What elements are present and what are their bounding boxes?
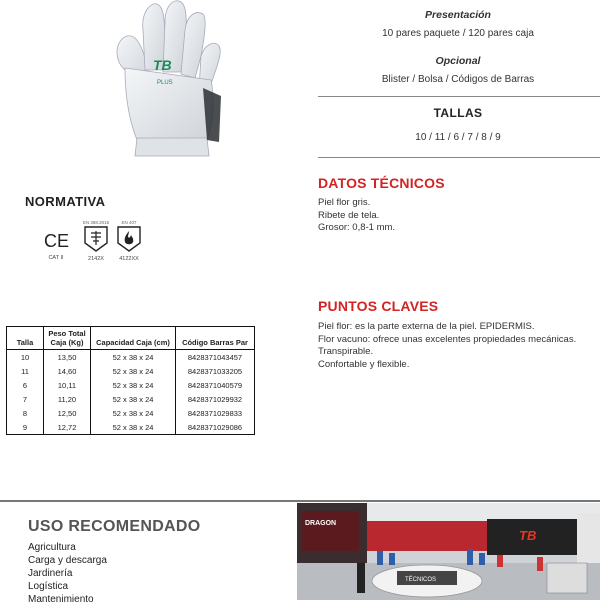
opcional-title: Opcional [435, 55, 481, 67]
table-row [7, 378, 255, 392]
store-sign-left: DRAGON [305, 520, 337, 527]
cert-code: 2142X [88, 256, 104, 262]
specs-table [6, 326, 255, 435]
cert-code: 4122XX [119, 256, 139, 262]
mechanical-hazard-icon [83, 225, 109, 253]
cell-talla: 9 [7, 420, 44, 435]
svg-text:PLUS: PLUS [157, 80, 173, 86]
store-sign-right: TB [519, 528, 537, 543]
cert-en388 [80, 220, 112, 262]
store-counter-text: TÉCNICOS [405, 577, 437, 583]
cell-capacidad: 52 x 38 x 24 [91, 364, 176, 378]
table-row [7, 350, 255, 365]
header-capacidad: Capacidad Caja (cm) [91, 327, 176, 350]
header-talla: Talla [7, 327, 44, 350]
table-row [7, 364, 255, 378]
svg-text:CE: CE [44, 231, 69, 251]
ce-mark-icon [43, 228, 69, 252]
table-row [7, 406, 255, 420]
cell-capacidad: 52 x 38 x 24 [91, 350, 176, 365]
table-row [7, 420, 255, 435]
puntos-claves-list [318, 321, 576, 371]
puntos-line: Flor vacuno: ofrece unas excelentes propiedades mecánicas. [318, 333, 577, 345]
puntos-claves-title: PUNTOS CLAVES [318, 298, 439, 314]
cell-peso: 14,60 [44, 364, 91, 378]
puntos-line: Piel flor: es la parte externa de la piel. EPIDERMIS. [318, 321, 535, 332]
cell-capacidad: 52 x 38 x 24 [91, 392, 176, 406]
cell-codigo: 8428371029086 [176, 420, 255, 435]
cell-talla: 10 [7, 350, 44, 365]
cell-codigo: 8428371029833 [176, 406, 255, 420]
list-item: Jardinería [28, 568, 73, 579]
cell-codigo: 8428371033205 [176, 364, 255, 378]
store-photo [297, 503, 600, 600]
table-header-row [7, 327, 255, 350]
cell-codigo: 8428371043457 [176, 350, 255, 365]
cell-codigo: 8428371029932 [176, 392, 255, 406]
list-item: Carga y descarga [28, 555, 107, 566]
tallas-value: 10 / 11 / 6 / 7 / 8 / 9 [415, 132, 501, 143]
divider [318, 96, 600, 97]
tallas-title: TALLAS [433, 106, 483, 120]
cell-peso: 13,50 [44, 350, 91, 365]
header-peso: Peso Total Caja (Kg) [44, 327, 91, 350]
uso-recomendado-title: USO RECOMENDADO [28, 518, 201, 535]
datos-line: Grosor: 0,8-1 mm. [318, 222, 396, 233]
opcional-value: Blister / Bolsa / Códigos de Barras [381, 74, 535, 85]
glove-logo: TB [153, 57, 172, 73]
cell-capacidad: 52 x 38 x 24 [91, 378, 176, 392]
cell-capacidad: 52 x 38 x 24 [91, 406, 176, 420]
list-item: Logística [28, 581, 69, 592]
cert-ce [43, 228, 69, 261]
datos-tecnicos-list [318, 197, 395, 235]
cell-peso: 12,50 [44, 406, 91, 420]
cell-peso: 12,72 [44, 420, 91, 435]
cert-en407 [114, 220, 144, 262]
datos-line: Ribete de tela. [318, 209, 380, 221]
cell-talla: 11 [7, 364, 44, 378]
cell-talla: 6 [7, 378, 44, 392]
cell-capacidad: 52 x 38 x 24 [91, 420, 176, 435]
normativa-title: NORMATIVA [25, 194, 106, 209]
bottom-divider [0, 500, 600, 502]
cell-talla: 7 [7, 392, 44, 406]
uso-recomendado-list [28, 541, 107, 606]
cell-peso: 11,20 [44, 392, 91, 406]
cell-codigo: 8428371040579 [176, 378, 255, 392]
cert-label: CAT II [48, 255, 64, 261]
presentacion-title: Presentación [425, 9, 491, 21]
cell-talla: 8 [7, 406, 44, 420]
cert-standard: EN 388:2016 [82, 220, 110, 225]
cert-standard: EN 407 [121, 220, 137, 225]
cell-peso: 10,11 [44, 378, 91, 392]
puntos-line: Transpirable. [318, 346, 374, 357]
datos-line: Piel flor gris. [318, 197, 371, 208]
glove-product-image [95, 0, 245, 160]
list-item: Mantenimiento [28, 594, 94, 605]
datos-tecnicos-title: DATOS TÉCNICOS [318, 175, 445, 191]
puntos-line: Confortable y flexible. [318, 358, 410, 370]
divider [318, 157, 600, 158]
header-codigo: Código Barras Par [176, 327, 255, 350]
presentacion-value: 10 pares paquete / 120 pares caja [382, 28, 534, 39]
table-row [7, 392, 255, 406]
heat-flame-icon [116, 225, 142, 253]
list-item: Agricultura [28, 542, 76, 553]
